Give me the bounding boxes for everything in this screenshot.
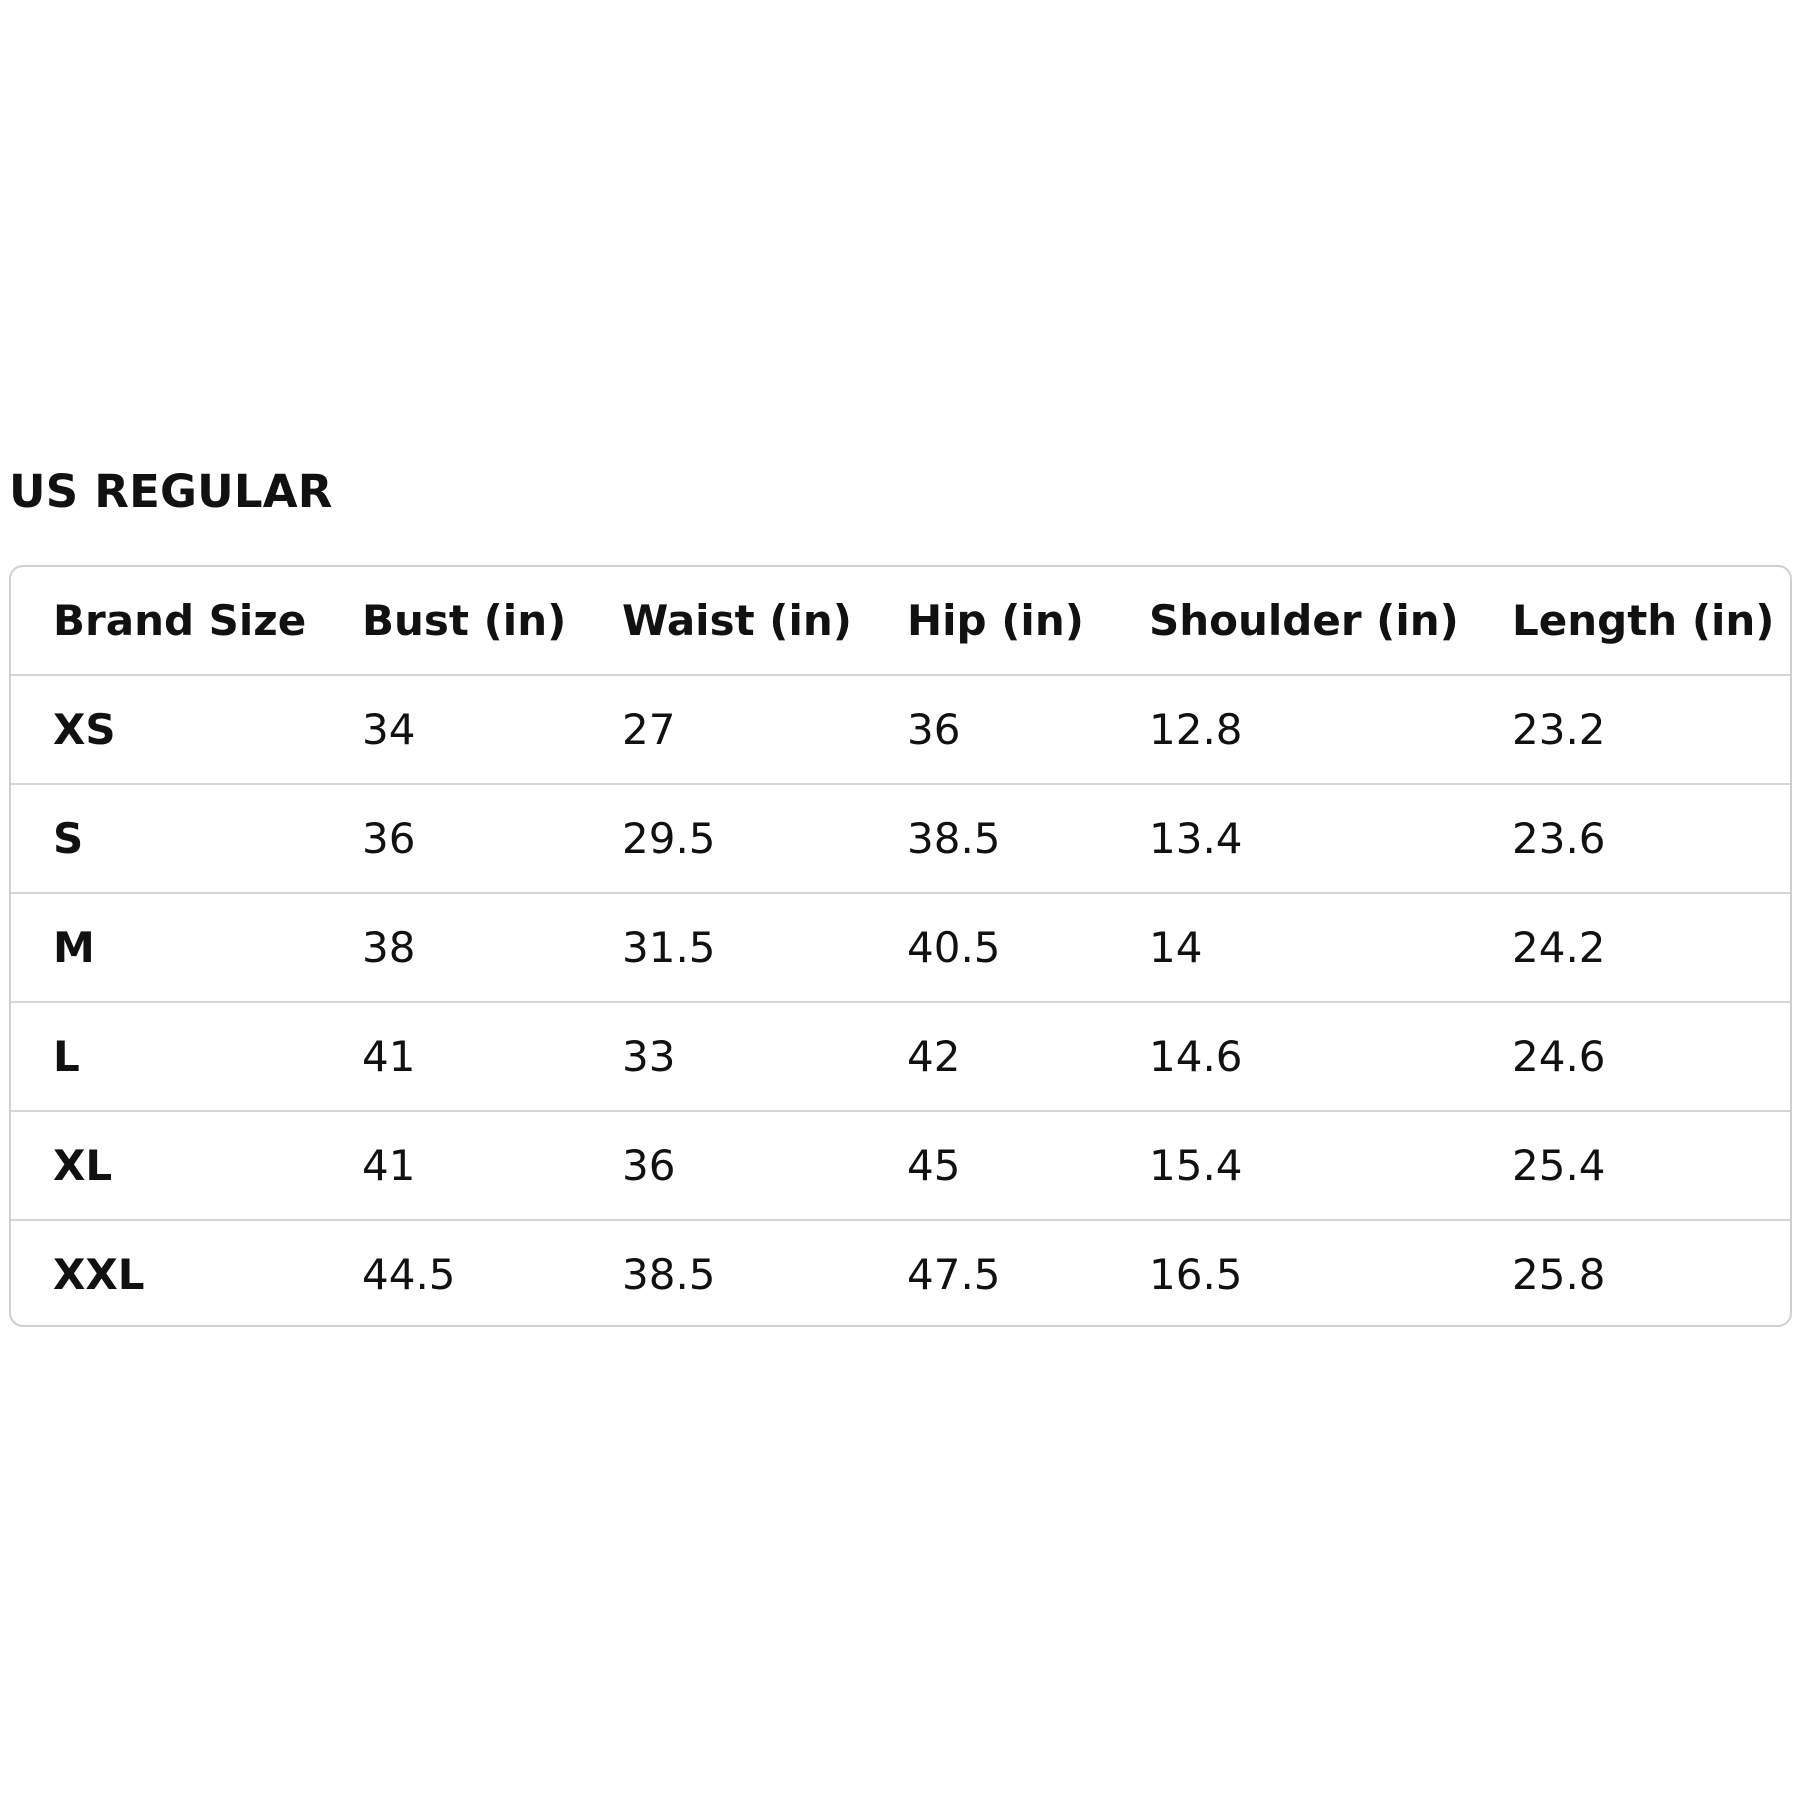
- length-cell: 24.2: [1470, 893, 1790, 1002]
- hip-cell: 38.5: [865, 784, 1107, 893]
- bust-cell: 41: [320, 1002, 580, 1111]
- shoulder-cell: 13.4: [1107, 784, 1470, 893]
- shoulder-cell: 16.5: [1107, 1220, 1470, 1327]
- waist-cell: 27: [622, 705, 676, 754]
- hip-cell: 45: [865, 1111, 1107, 1220]
- table-row: [11, 784, 1790, 893]
- shoulder-cell: 15.4: [1107, 1111, 1470, 1220]
- table-row: [11, 675, 1790, 784]
- hip-cell: 47.5: [865, 1220, 1107, 1327]
- hip-cell: 40.5: [865, 893, 1107, 1002]
- waist-cell: 29.5: [580, 784, 865, 893]
- table-row: [11, 1111, 1790, 1220]
- column-header-hip: Hip (in): [865, 567, 1107, 675]
- size-chart-table-card: [9, 565, 1792, 1327]
- table-header-row: [11, 567, 1790, 675]
- length-cell: 25.4: [1470, 1111, 1790, 1220]
- waist-cell: 36: [580, 1111, 865, 1220]
- column-header-shoulder: Shoulder (in): [1107, 567, 1470, 675]
- table-row: [11, 1002, 1790, 1111]
- shoulder-cell: 14.6: [1107, 1002, 1470, 1111]
- bust-cell: 38: [320, 893, 580, 1002]
- size-cell: M: [11, 893, 320, 1002]
- column-header-brand-size: Brand Size: [11, 567, 320, 675]
- waist-cell: 31.5: [580, 893, 865, 1002]
- size-chart-table: [11, 567, 1790, 1327]
- column-header-length: Length (in): [1470, 567, 1790, 675]
- bust-cell: 36: [320, 784, 580, 893]
- size-cell: L: [11, 1002, 320, 1111]
- waist-cell: 38.5: [580, 1220, 865, 1327]
- length-cell: 24.6: [1470, 1002, 1790, 1111]
- waist-cell: 33: [580, 1002, 865, 1111]
- column-header-waist: Waist (in): [580, 567, 865, 675]
- table-row: [11, 893, 1790, 1002]
- column-header-bust: Bust (in): [320, 567, 580, 675]
- bust-cell: 44.5: [320, 1220, 580, 1327]
- table-row: [11, 1220, 1790, 1327]
- length-cell: 23.6: [1470, 784, 1790, 893]
- shoulder-cell: 14: [1107, 893, 1470, 1002]
- bust-cell: 34: [362, 705, 416, 754]
- length-cell: 23.2: [1512, 705, 1606, 754]
- size-chart-title: US REGULAR: [9, 465, 333, 518]
- shoulder-cell: 12.8: [1149, 705, 1243, 754]
- bust-cell: 41: [320, 1111, 580, 1220]
- length-cell: 25.8: [1470, 1220, 1790, 1327]
- size-cell: XS: [53, 705, 116, 754]
- hip-cell: 36: [907, 705, 961, 754]
- size-cell: XL: [11, 1111, 320, 1220]
- hip-cell: 42: [865, 1002, 1107, 1111]
- size-cell: S: [11, 784, 320, 893]
- size-cell: XXL: [11, 1220, 320, 1327]
